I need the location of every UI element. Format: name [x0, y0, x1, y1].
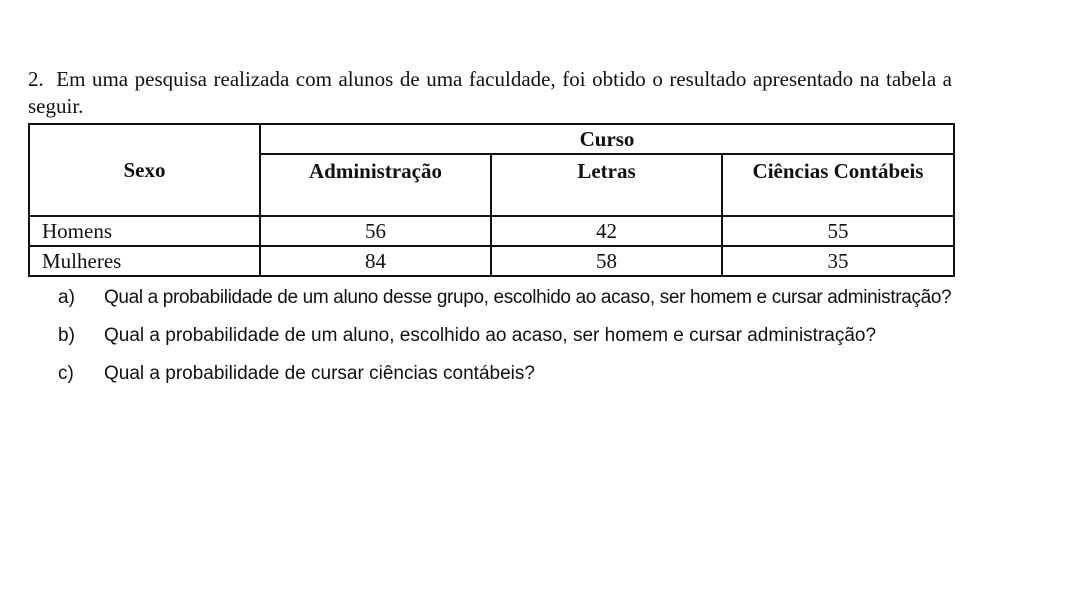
cell-mulheres-ciencias-contabeis: 35	[722, 246, 954, 276]
row-label-mulheres: Mulheres	[29, 246, 260, 276]
column-header-ciencias-contabeis: Ciências Contábeis	[722, 154, 954, 216]
question-letter: b)	[58, 325, 75, 346]
question-intro-text: Em uma pesquisa realizada com alunos de uma faculdade, foi obtido o resultado apresentado na tabela a seguir.	[28, 67, 952, 118]
question-item-a	[58, 283, 958, 312]
question-item-c	[58, 359, 958, 388]
column-header-administracao: Administração	[260, 154, 491, 216]
question-letter: a)	[58, 287, 75, 308]
cell-mulheres-administracao: 84	[260, 246, 491, 276]
cell-homens-letras: 42	[491, 216, 722, 246]
cell-homens-ciencias-contabeis: 55	[722, 216, 954, 246]
question-item-b	[58, 321, 958, 350]
cell-homens-administracao: 56	[260, 216, 491, 246]
column-header-letras: Letras	[491, 154, 722, 216]
cell-mulheres-letras: 58	[491, 246, 722, 276]
row-label-homens: Homens	[29, 216, 260, 246]
table-row	[29, 246, 954, 276]
question-list	[58, 283, 958, 397]
question-text: Qual a probabilidade de cursar ciências contábeis?	[104, 363, 535, 384]
question-text: Qual a probabilidade de um aluno, escolhido ao acaso, ser homem e cursar administração?	[104, 325, 877, 346]
question-text: Qual a probabilidade de um aluno desse grupo, escolhido ao acaso, ser homem e cursar administração?	[104, 287, 952, 308]
row-header-sexo: Sexo	[29, 124, 260, 216]
survey-table	[28, 123, 955, 277]
group-header-curso: Curso	[260, 124, 954, 154]
question-number: 2.	[28, 67, 44, 91]
table-row	[29, 216, 954, 246]
question-letter: c)	[58, 363, 74, 384]
question-intro	[28, 66, 952, 120]
